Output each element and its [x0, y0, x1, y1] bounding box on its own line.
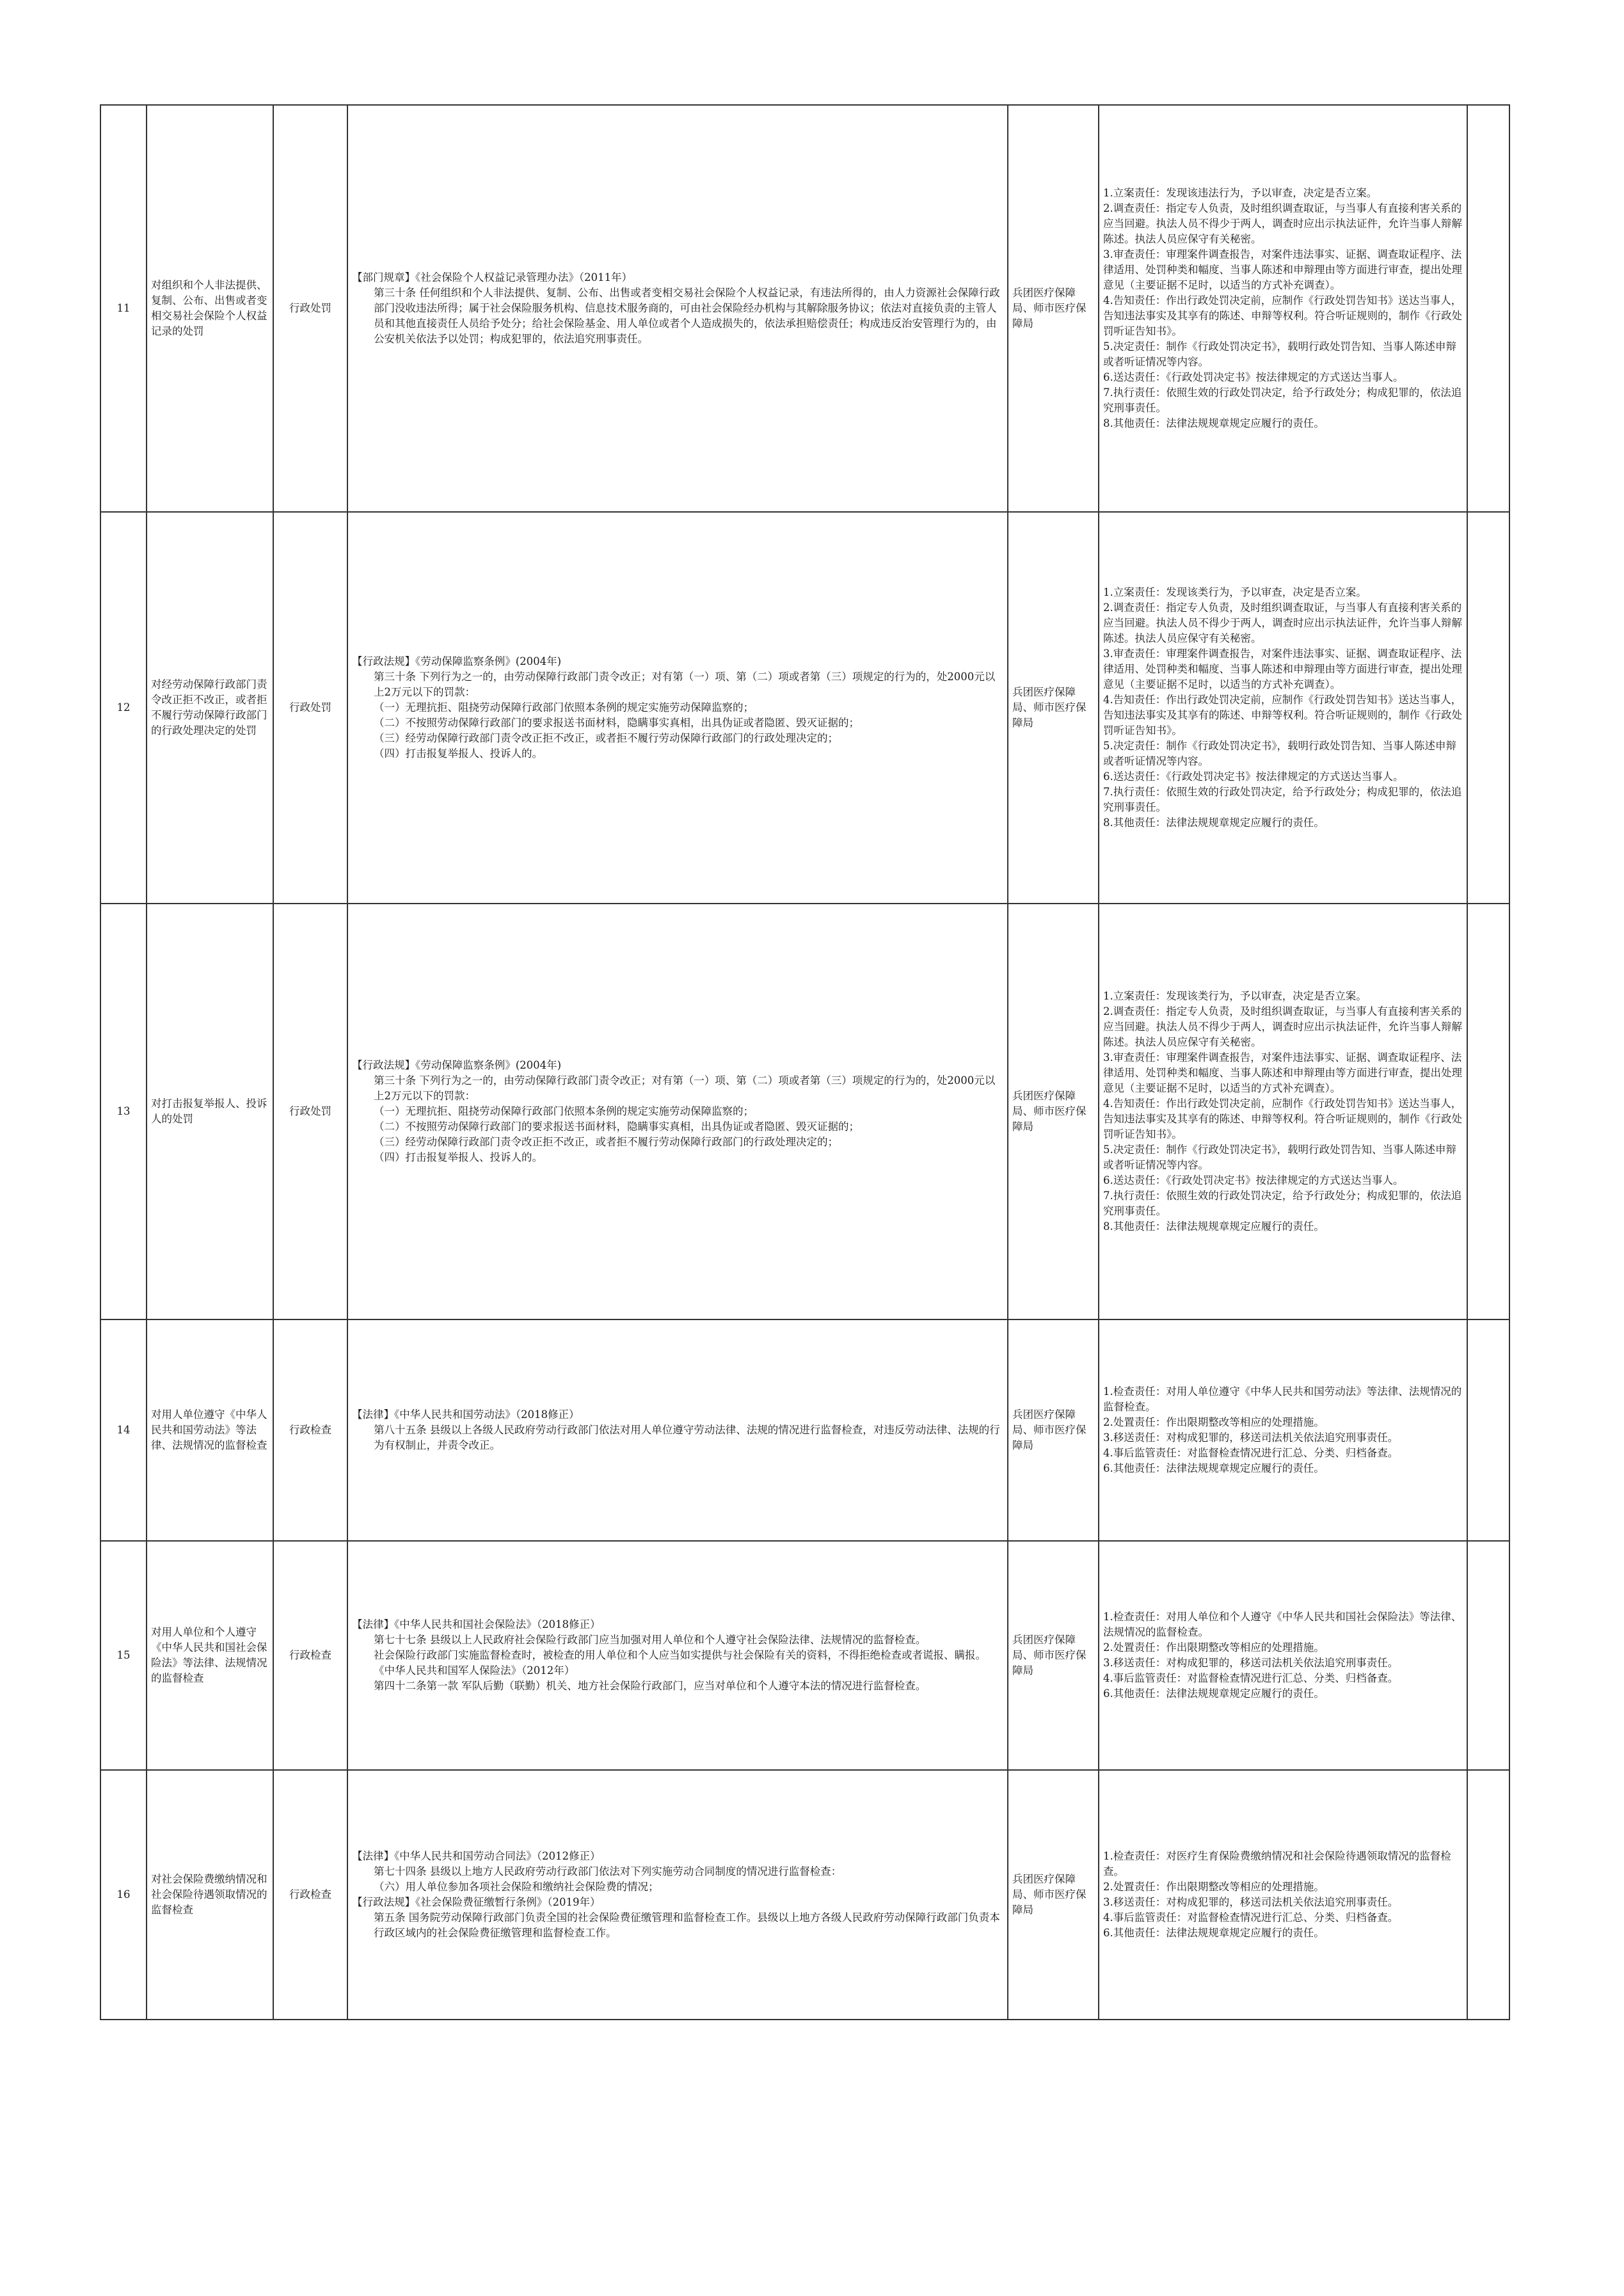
- power-type: 行政检查: [273, 1541, 347, 1770]
- responsibility-line: 3.审查责任：审理案件调查报告，对案件违法事实、证据、调查取证程序、法律适用、处罚种类和幅度、当事人陈述和申辩理由等方面进行审查，提出处理意见（主要证据不足时，以适当的方式补充调查）。: [1103, 648, 1462, 690]
- remarks-cell: [1467, 1541, 1509, 1770]
- legal-basis-line: （二）不按照劳动保障行政部门的要求报送书面材料，隐瞒事实真相，出具伪证或者隐匿、毁灭证据的；: [374, 717, 859, 729]
- responsibility-line: 8.其他责任：法律法规规章规定应履行的责任。: [1103, 417, 1325, 429]
- table-row: [100, 512, 1509, 904]
- table-row: [100, 1770, 1509, 2020]
- legal-basis-line: 第五条 国务院劳动保障行政部门负责全国的社会保险费征缴管理和监督检查工作。县级以上地方各级人民政府劳动保障行政部门负责本行政区域内的社会保险费征缴管理和监督检查工作。: [374, 1911, 1000, 1939]
- responsibility-line: 3.审查责任：审理案件调查报告，对案件违法事实、证据、调查取证程序、法律适用、处罚种类和幅度、当事人陈述和申辩理由等方面进行审查，提出处理意见（主要证据不足时，以适当的方式补充调查）。: [1103, 248, 1462, 291]
- legal-basis-line: 第三十条 下列行为之一的，由劳动保障行政部门责令改正；对有第（一）项、第（二）项或者第（三）项规定的行为的，处2000元以上2万元以下的罚款：: [374, 1074, 996, 1102]
- responsible-org: 兵团医疗保障局、师市医疗保障局: [1008, 1319, 1099, 1541]
- remarks-cell: [1467, 1319, 1509, 1541]
- legal-basis: [347, 105, 1008, 512]
- legal-basis-line: 【法律】《中华人民共和国劳动合同法》（2012修正）: [352, 1850, 601, 1862]
- responsibility-line: 1.立案责任：发现该类行为，予以审查，决定是否立案。: [1103, 586, 1367, 598]
- responsibility-line: 1.检查责任：对用人单位遵守《中华人民共和国劳动法》等法律、法规情况的监督检查。: [1103, 1385, 1462, 1413]
- table-row: [100, 1541, 1509, 1770]
- legal-basis: [347, 512, 1008, 904]
- power-type: 行政检查: [273, 1770, 347, 2020]
- responsibility-line: 2.处置责任：作出限期整改等相应的处理措施。: [1103, 1881, 1325, 1893]
- legal-basis-line: 第三十条 下列行为之一的，由劳动保障行政部门责令改正；对有第（一）项、第（二）项或者第（三）项规定的行为的，处2000元以上2万元以下的罚款：: [374, 671, 996, 698]
- responsibility-line: 8.其他责任：法律法规规章规定应履行的责任。: [1103, 817, 1325, 829]
- legal-basis-line: 【部门规章】《社会保险个人权益记录管理办法》（2011年）: [352, 271, 632, 283]
- legal-basis-line: （二）不按照劳动保障行政部门的要求报送书面材料，隐瞒事实真相，出具伪证或者隐匿、毁灭证据的；: [374, 1120, 859, 1133]
- table-row: [100, 904, 1509, 1319]
- responsibility-line: 7.执行责任：依照生效的行政处罚决定，给予行政处分；构成犯罪的，依法追究刑事责任。: [1103, 387, 1462, 414]
- power-item-name: 对打击报复举报人、投诉人的处罚: [147, 904, 273, 1319]
- responsibility-line: 4.事后监管责任：对监督检查情况进行汇总、分类、归档备查。: [1103, 1911, 1399, 1924]
- legal-basis: [347, 1541, 1008, 1770]
- legal-basis: [347, 1319, 1008, 1541]
- legal-basis-line: 第四十二条第一款 军队后勤（联勤）机关、地方社会保险行政部门，应当对单位和个人遵守本法的情况进行监督检查。: [374, 1680, 927, 1692]
- legal-basis-line: 【法律】《中华人民共和国劳动法》（2018修正）: [352, 1408, 580, 1421]
- legal-basis-line: 《中华人民共和国军人保险法》（2012年）: [374, 1664, 575, 1677]
- responsibility-line: 2.调查责任：指定专人负责，及时组织调查取证，与当事人有直接利害关系的应当回避。执法人员不得少于两人，调查时应出示执法证件，允许当事人辩解陈述。执法人员应保守有关秘密。: [1103, 1005, 1462, 1048]
- responsibility-line: 6.其他责任：法律法规规章规定应履行的责任。: [1103, 1462, 1325, 1474]
- responsibility-line: 1.检查责任：对用人单位和个人遵守《中华人民共和国社会保险法》等法律、法规情况的监督检查。: [1103, 1611, 1462, 1638]
- responsibility-items: [1099, 512, 1467, 904]
- responsibility-line: 2.调查责任：指定专人负责，及时组织调查取证，与当事人有直接利害关系的应当回避。执法人员不得少于两人，调查时应出示执法证件，允许当事人辩解陈述。执法人员应保守有关秘密。: [1103, 602, 1462, 644]
- responsibility-items: [1099, 105, 1467, 512]
- legal-basis-line: 第三十条 任何组织和个人非法提供、复制、公布、出售或者变相交易社会保险个人权益记录，有违法所得的，由人力资源社会保障行政部门没收违法所得；属于社会保险服务机构、信息技术服务商的，可由社会保险经办机构与其解除服务协议；依法对直接负责的主管人员和其他直接责任人员给予处分；给社会保险基金、用人单位或者个人造成损失的，依法承担赔偿责任；构成违反治安管理行为的，由公安机关依法予以处罚；构成犯罪的，依法追究刑事责任。: [374, 287, 1000, 345]
- responsibility-line: 5.决定责任：制作《行政处罚决定书》，载明行政处罚告知、当事人陈述申辩或者听证情况等内容。: [1103, 340, 1456, 368]
- row-number: 15: [100, 1541, 147, 1770]
- responsible-org: 兵团医疗保障局、师市医疗保障局: [1008, 1770, 1099, 2020]
- responsibility-line: 1.检查责任：对医疗生育保险费缴纳情况和社会保险待遇领取情况的监督检查。: [1103, 1850, 1451, 1877]
- legal-basis-line: （四）打击报复举报人、投诉人的。: [374, 1151, 543, 1163]
- legal-basis-line: 【行政法规】《劳动保障监察条例》(2004年): [352, 655, 562, 667]
- responsibility-line: 7.执行责任：依照生效的行政处罚决定，给予行政处分；构成犯罪的，依法追究刑事责任。: [1103, 1190, 1462, 1217]
- legal-basis-line: 社会保险行政部门实施监督检查时，被检查的用人单位和个人应当如实提供与社会保险有关的资料，不得拒绝检查或者谎报、瞒报。: [374, 1649, 986, 1661]
- remarks-cell: [1467, 512, 1509, 904]
- table-row: [100, 105, 1509, 512]
- responsibility-items: [1099, 1541, 1467, 1770]
- responsibility-line: 6.送达责任：《行政处罚决定书》按法律规定的方式送达当事人。: [1103, 371, 1404, 383]
- responsibility-line: 2.处置责任：作出限期整改等相应的处理措施。: [1103, 1416, 1325, 1428]
- responsibility-line: 2.调查责任：指定专人负责，及时组织调查取证，与当事人有直接利害关系的应当回避。执法人员不得少于两人，调查时应出示执法证件，允许当事人辩解陈述。执法人员应保守有关秘密。: [1103, 202, 1462, 245]
- responsibility-line: 5.决定责任：制作《行政处罚决定书》，载明行政处罚告知、当事人陈述申辩或者听证情况等内容。: [1103, 740, 1456, 767]
- responsibility-items: [1099, 904, 1467, 1319]
- legal-basis-line: （三）经劳动保障行政部门责令改正拒不改正，或者拒不履行劳动保障行政部门的行政处理决定的；: [374, 1136, 838, 1148]
- legal-basis-line: （四）打击报复举报人、投诉人的。: [374, 747, 543, 760]
- row-number: 13: [100, 904, 147, 1319]
- responsible-org: 兵团医疗保障局、师市医疗保障局: [1008, 512, 1099, 904]
- responsibility-line: 6.送达责任：《行政处罚决定书》按法律规定的方式送达当事人。: [1103, 1174, 1404, 1186]
- responsibility-line: 3.移送责任：对构成犯罪的，移送司法机关依法追究刑事责任。: [1103, 1431, 1399, 1444]
- power-type: 行政处罚: [273, 512, 347, 904]
- row-number: 14: [100, 1319, 147, 1541]
- power-type: 行政处罚: [273, 904, 347, 1319]
- legal-basis-line: 第七十四条 县级以上地方人民政府劳动行政部门依法对下列实施劳动合同制度的情况进行监督检查：: [374, 1865, 842, 1877]
- table-row: [100, 1319, 1509, 1541]
- legal-basis-line: 第八十五条 县级以上各级人民政府劳动行政部门依法对用人单位遵守劳动法律、法规的情况进行监督检查，对违反劳动法律、法规的行为有权制止，并责令改正。: [374, 1424, 1000, 1451]
- power-list-table: [100, 104, 1510, 2020]
- responsibility-line: 3.移送责任：对构成犯罪的，移送司法机关依法追究刑事责任。: [1103, 1657, 1399, 1669]
- remarks-cell: [1467, 1770, 1509, 2020]
- responsibility-line: 1.立案责任：发现该违法行为，予以审查，决定是否立案。: [1103, 187, 1378, 199]
- responsibility-line: 4.告知责任：作出行政处罚决定前，应制作《行政处罚告知书》送达当事人，告知违法事实及其享有的陈述、申辩等权利。符合听证规则的，制作《行政处罚听证告知书》。: [1103, 694, 1462, 737]
- responsible-org: 兵团医疗保障局、师市医疗保障局: [1008, 904, 1099, 1319]
- responsibility-line: 4.事后监管责任：对监督检查情况进行汇总、分类、归档备查。: [1103, 1447, 1399, 1459]
- power-item-name: 对用人单位遵守《中华人民共和国劳动法》等法律、法规情况的监督检查: [147, 1319, 273, 1541]
- power-item-name: 对社会保险费缴纳情况和社会保险待遇领取情况的监督检查: [147, 1770, 273, 2020]
- power-type: 行政处罚: [273, 105, 347, 512]
- responsibility-line: 7.执行责任：依照生效的行政处罚决定，给予行政处分；构成犯罪的，依法追究刑事责任。: [1103, 786, 1462, 813]
- legal-basis-line: （三）经劳动保障行政部门责令改正拒不改正，或者拒不履行劳动保障行政部门的行政处理决定的；: [374, 732, 838, 744]
- responsible-org: 兵团医疗保障局、师市医疗保障局: [1008, 1541, 1099, 1770]
- legal-basis-line: （一）无理抗拒、阻挠劳动保障行政部门依照本条例的规定实施劳动保障监察的；: [374, 1105, 754, 1117]
- responsibility-line: 6.其他责任：法律法规规章规定应履行的责任。: [1103, 1687, 1325, 1700]
- legal-basis-line: 【行政法规】《社会保险费征缴暂行条例》（2019年）: [352, 1896, 601, 1908]
- legal-basis-line: 第七十七条 县级以上人民政府社会保险行政部门应当加强对用人单位和个人遵守社会保险法律、法规情况的监督检查。: [374, 1634, 927, 1646]
- remarks-cell: [1467, 904, 1509, 1319]
- power-item-name: 对经劳动保障行政部门责令改正拒不改正，或者拒不履行劳动保障行政部门的行政处理决定的处罚: [147, 512, 273, 904]
- legal-basis-line: 【法律】《中华人民共和国社会保险法》（2018修正）: [352, 1618, 601, 1630]
- remarks-cell: [1467, 105, 1509, 512]
- responsibility-line: 5.决定责任：制作《行政处罚决定书》，载明行政处罚告知、当事人陈述申辩或者听证情况等内容。: [1103, 1144, 1456, 1171]
- responsibility-line: 6.其他责任：法律法规规章规定应履行的责任。: [1103, 1927, 1325, 1939]
- responsibility-line: 4.事后监管责任：对监督检查情况进行汇总、分类、归档备查。: [1103, 1672, 1399, 1684]
- row-number: 16: [100, 1770, 147, 2020]
- responsibility-line: 8.其他责任：法律法规规章规定应履行的责任。: [1103, 1220, 1325, 1232]
- responsibility-line: 6.送达责任：《行政处罚决定书》按法律规定的方式送达当事人。: [1103, 770, 1404, 783]
- power-item-name: 对用人单位和个人遵守《中华人民共和国社会保险法》等法律、法规情况的监督检查: [147, 1541, 273, 1770]
- responsibility-line: 3.审查责任：审理案件调查报告，对案件违法事实、证据、调查取证程序、法律适用、处罚种类和幅度、当事人陈述和申辩理由等方面进行审查，提出处理意见（主要证据不足时，以适当的方式补充调查）。: [1103, 1051, 1462, 1094]
- responsibility-line: 4.告知责任：作出行政处罚决定前，应制作《行政处罚告知书》送达当事人，告知违法事实及其享有的陈述、申辩等权利。符合听证规则的，制作《行政处罚听证告知书》。: [1103, 1097, 1462, 1140]
- responsibility-line: 2.处置责任：作出限期整改等相应的处理措施。: [1103, 1641, 1325, 1654]
- responsibility-line: 3.移送责任：对构成犯罪的，移送司法机关依法追究刑事责任。: [1103, 1896, 1399, 1908]
- responsible-org: 兵团医疗保障局、师市医疗保障局: [1008, 105, 1099, 512]
- responsibility-items: [1099, 1770, 1467, 2020]
- row-number: 12: [100, 512, 147, 904]
- row-number: 11: [100, 105, 147, 512]
- responsibility-line: 1.立案责任：发现该类行为，予以审查，决定是否立案。: [1103, 990, 1367, 1002]
- legal-basis-line: 【行政法规】《劳动保障监察条例》(2004年): [352, 1059, 562, 1071]
- legal-basis-line: （一）无理抗拒、阻挠劳动保障行政部门依照本条例的规定实施劳动保障监察的；: [374, 701, 754, 714]
- power-type: 行政检查: [273, 1319, 347, 1541]
- legal-basis: [347, 1770, 1008, 2020]
- power-item-name: 对组织和个人非法提供、复制、公布、出售或者变相交易社会保险个人权益记录的处罚: [147, 105, 273, 512]
- legal-basis-line: （六）用人单位参加各项社会保险和缴纳社会保险费的情况；: [374, 1881, 659, 1893]
- responsibility-line: 4.告知责任：作出行政处罚决定前，应制作《行政处罚告知书》送达当事人，告知违法事实及其享有的陈述、申辩等权利。符合听证规则的，制作《行政处罚听证告知书》。: [1103, 294, 1462, 337]
- responsibility-items: [1099, 1319, 1467, 1541]
- legal-basis: [347, 904, 1008, 1319]
